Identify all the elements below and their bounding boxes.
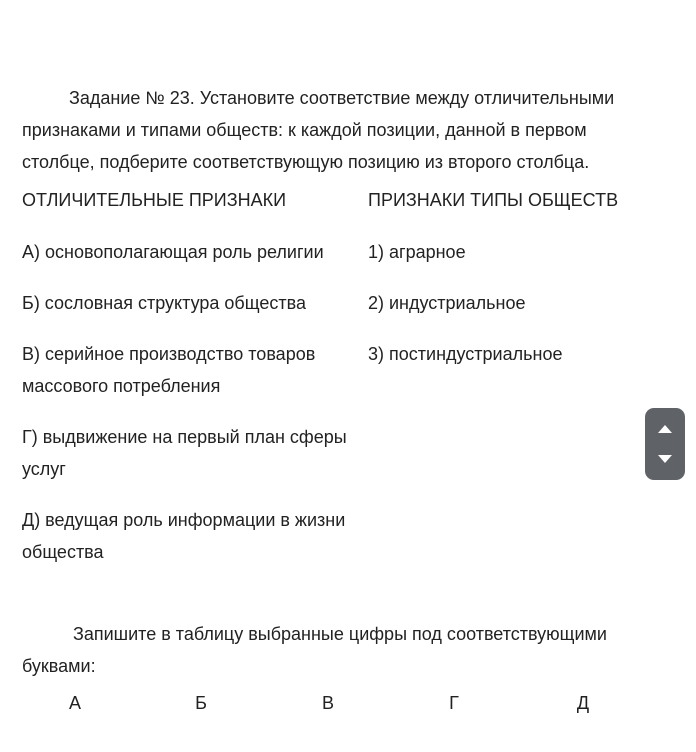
society-types-list <box>368 236 668 370</box>
answer-letter-g: Г <box>449 693 459 713</box>
feature-item-g: Г) выдвижение на первый план сферы услуг <box>22 427 347 479</box>
features-list <box>22 236 352 568</box>
feature-item-a: А) основополагающая роль религии <box>22 242 324 262</box>
triangle-down-icon <box>658 455 672 463</box>
right-column-header: ПРИЗНАКИ ТИПЫ ОБЩЕСТВ <box>368 190 619 210</box>
feature-item-b: Б) сословная структура общества <box>22 293 306 313</box>
answer-letter-d: Д <box>576 693 590 713</box>
society-type-1: 1) аграрное <box>368 242 466 262</box>
society-type-3: 3) постиндустриальное <box>368 344 563 364</box>
feature-item-d: Д) ведущая роль информации в жизни общества <box>22 510 346 562</box>
scroll-up-button[interactable] <box>645 408 685 444</box>
triangle-up-icon <box>658 425 672 433</box>
answer-letter-v: В <box>321 693 334 713</box>
society-type-2: 2) индустриальное <box>368 293 526 313</box>
answer-letters-row <box>22 688 662 718</box>
feature-item-v: В) серийное производство товаров массового потребления <box>22 344 316 396</box>
task-text: Задание № 23. Установите соответствие между отличительными признаками и типами обществ: к каждой позиции, данной в первом столбце, подберите соответствующую позицию из второго столбца. <box>22 88 615 172</box>
answer-letter-b: Б <box>195 693 207 713</box>
answer-letter-a: А <box>68 693 81 713</box>
scroll-widget <box>645 408 685 480</box>
scroll-down-button[interactable] <box>645 444 685 480</box>
left-column-header: ОТЛИЧИТЕЛЬНЫЕ ПРИЗНАКИ <box>22 190 287 210</box>
instruction-text: Запишите в таблицу выбранные цифры под соответствующими буквами: <box>22 624 607 676</box>
